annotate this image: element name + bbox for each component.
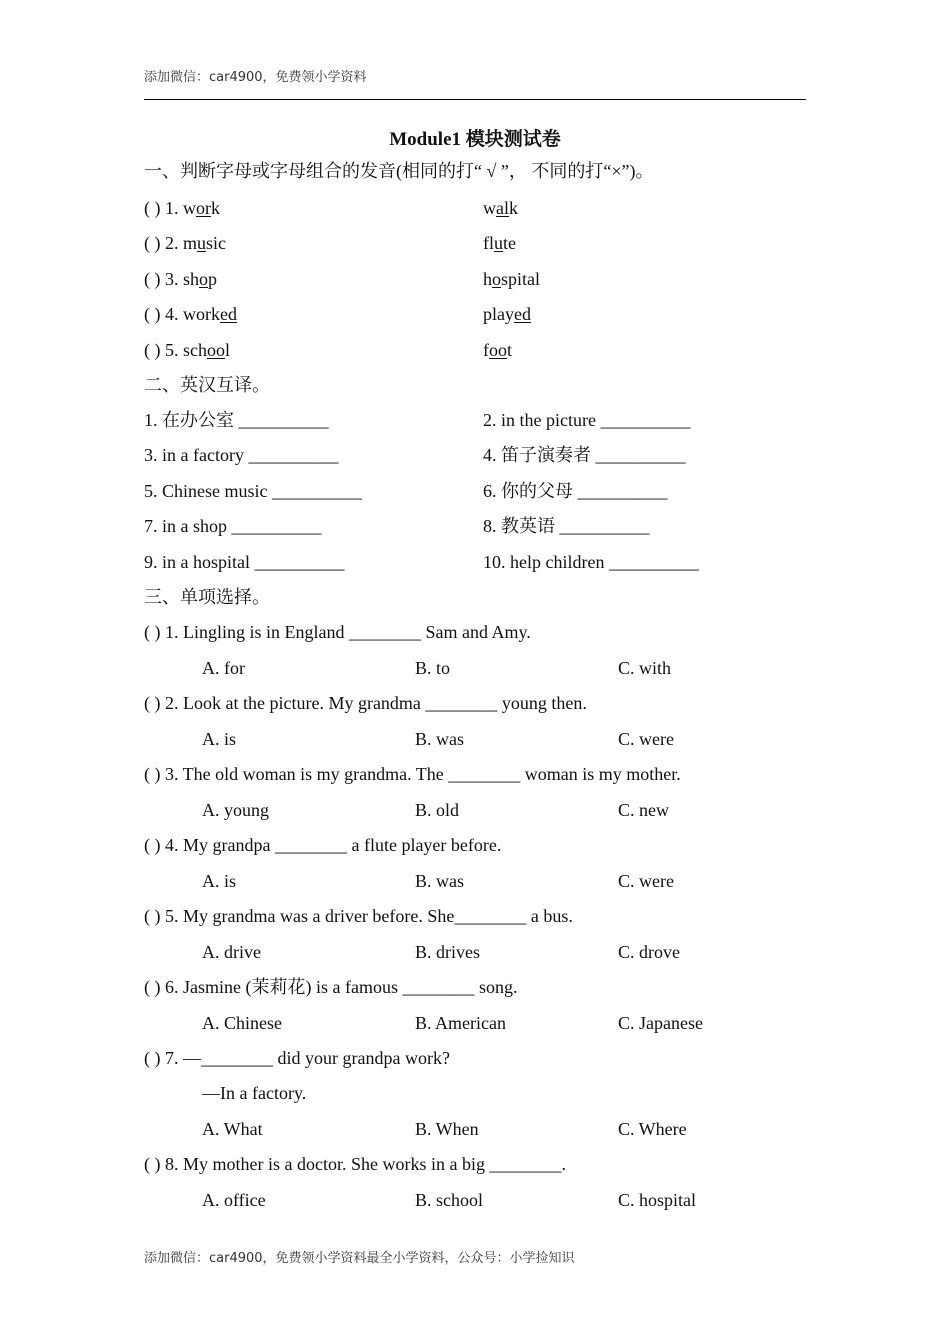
phonics-item-5-left: ( ) 5. school (144, 340, 231, 360)
footer-note: 添加微信：car4900，免费领小学资料最全小学资料，公众号：小学捡知识 (144, 1251, 575, 1266)
phonics-item-3-left: ( ) 3. shop (144, 269, 218, 289)
mc-question-5: ( ) 5. My grandma was a driver before. She________ a bus. (144, 906, 573, 926)
phonics-item-1-right: walk (483, 198, 518, 218)
translation-item-7: 7. in a shop __________ (144, 516, 322, 536)
page-title: Module1 模块测试卷 (389, 129, 561, 150)
mc-q8-option-a: A. office (202, 1190, 266, 1210)
mc-question-2: ( ) 2. Look at the picture. My grandma ________ young then. (144, 693, 587, 713)
mc-q3-option-a: A. young (202, 800, 269, 820)
mc-q5-option-c: C. drove (618, 942, 680, 962)
mc-q6-option-c: C. Japanese (618, 1013, 703, 1033)
translation-item-1: 1. 在办公室 __________ (144, 410, 329, 430)
mc-question-4: ( ) 4. My grandpa ________ a flute player before. (144, 835, 502, 855)
phonics-item-2-right: flute (483, 233, 516, 253)
translation-item-5: 5. Chinese music __________ (144, 481, 362, 501)
mc-q7-option-b: B. When (415, 1119, 479, 1139)
phonics-item-1-left: ( ) 1. work (144, 198, 220, 218)
mc-q2-option-c: C. were (618, 729, 674, 749)
translation-item-10: 10. help children __________ (483, 552, 699, 572)
header-note: 添加微信：car4900，免费领小学资料 (144, 70, 367, 85)
mc-q5-option-a: A. drive (202, 942, 261, 962)
mc-question-7: ( ) 7. —________ did your grandpa work? (144, 1048, 450, 1068)
translation-item-2: 2. in the picture __________ (483, 410, 691, 430)
phonics-item-4-left: ( ) 4. worked (144, 304, 237, 324)
mc-q3-option-b: B. old (415, 800, 460, 820)
mc-question-3: ( ) 3. The old woman is my grandma. The ________ woman is my mother. (144, 764, 681, 784)
mc-q8-option-b: B. school (415, 1190, 484, 1210)
mc-q4-option-b: B. was (415, 871, 464, 891)
mc-q5-option-b: B. drives (415, 942, 480, 962)
mc-q4-option-c: C. were (618, 871, 674, 891)
mc-q1-option-c: C. with (618, 658, 672, 678)
phonics-item-4-right: played (483, 304, 531, 324)
mc-q7-option-a: A. What (202, 1119, 263, 1139)
mc-q1-option-a: A. for (202, 658, 245, 678)
section2-heading: 二、英汉互译。 (144, 375, 270, 395)
mc-question-8: ( ) 8. My mother is a doctor. She works in a big ________. (144, 1154, 566, 1174)
header-divider (144, 99, 806, 100)
phonics-item-3-right: hospital (483, 269, 540, 289)
mc-q6-option-b: B. American (415, 1013, 506, 1033)
mc-q3-option-c: C. new (618, 800, 669, 820)
mc-q2-option-b: B. was (415, 729, 464, 749)
mc-q7-answer-line: —In a factory. (202, 1083, 307, 1103)
phonics-item-2-left: ( ) 2. music (144, 233, 227, 253)
phonics-item-5-right: foot (483, 340, 513, 360)
section1-heading: 一、判断字母或字母组合的发音(相同的打“ √ ”， 不同的打“×”)。 (144, 161, 654, 181)
mc-q2-option-a: A. is (202, 729, 237, 749)
mc-q7-option-c: C. Where (618, 1119, 687, 1139)
mc-question-6: ( ) 6. Jasmine (茉莉花) is a famous ________ song. (144, 977, 518, 997)
mc-question-1: ( ) 1. Lingling is in England ________ Sam and Amy. (144, 622, 531, 642)
mc-q1-option-b: B. to (415, 658, 451, 678)
section3-heading: 三、单项选择。 (144, 587, 270, 607)
translation-item-6: 6. 你的父母 __________ (483, 481, 668, 501)
mc-q6-option-a: A. Chinese (202, 1013, 282, 1033)
mc-q8-option-c: C. hospital (618, 1190, 697, 1210)
translation-item-3: 3. in a factory __________ (144, 445, 339, 465)
translation-item-4: 4. 笛子演奏者 __________ (483, 445, 686, 465)
translation-item-8: 8. 教英语 __________ (483, 516, 650, 536)
translation-item-9: 9. in a hospital __________ (144, 552, 345, 572)
mc-q4-option-a: A. is (202, 871, 237, 891)
